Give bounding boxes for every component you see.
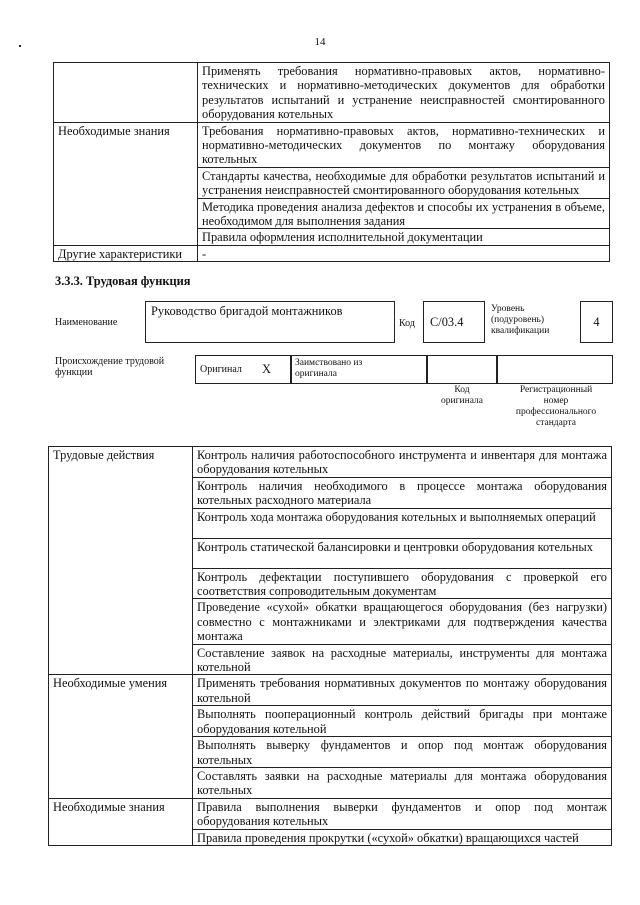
caption-line: Код (454, 385, 470, 395)
caption-line: стандарта (536, 418, 576, 428)
code-label: Код (399, 318, 415, 329)
item-cell: - (198, 245, 610, 261)
level-label-line: Уровень (491, 304, 525, 314)
item-cell: Выполнять выверку фундаментов и опор под монтаж оборудования котельных (193, 737, 612, 768)
borrowed-box (290, 355, 428, 384)
original-mark: X (262, 362, 271, 376)
item-cell: Контроль статической балансировки и центровки оборудования котельных (193, 538, 612, 568)
reg-number-box (496, 355, 613, 384)
item-cell: Требования нормативно-правовых актов, нормативно-технических и нормативно-методических документов по монтажу оборудования котельных (198, 122, 610, 167)
level-label-line: (подуровень) (491, 315, 545, 325)
category-cell (54, 63, 198, 123)
caption-line: профессионального (515, 407, 597, 417)
item-cell: Контроль дефектации поступившего оборудования с проверкой его соответствия сопроводительным документам (193, 568, 612, 599)
origin-label-line: Происхождение трудовой (55, 356, 165, 367)
table-row (54, 122, 610, 167)
name-value: Руководство бригадой монтажников (151, 304, 343, 318)
table-row (54, 245, 610, 261)
table-row (49, 675, 612, 706)
item-cell: Контроль наличия необходимого в процессе монтажа оборудования котельных расходного материала (193, 477, 612, 508)
item-cell: Проведение «сухой» обкатки вращающегося оборудования (без нагрузки) совместно с монтажниками и электриками для подтверждения качества монтажа (193, 599, 612, 644)
table-row (49, 798, 612, 829)
item-cell: Методика проведения анализа дефектов и способы их устранения в объеме, необходимом для выполнения задания (198, 198, 610, 229)
item-cell: Составление заявок на расходные материалы, инструменты для монтажа котельной (193, 644, 612, 675)
item-cell: Выполнять пооперационный контроль действий бригады при монтаже оборудования котельной (193, 706, 612, 737)
page-number: 14 (314, 36, 326, 48)
table-row (49, 447, 612, 478)
category-cell: Необходимые знания (49, 798, 193, 845)
item-cell: Применять требования нормативно-правовых актов, нормативно-технических и нормативно-методических документов для обработки результатов испытаний и устранение неисправностей смонтированного оборудования котельных (198, 63, 610, 123)
item-cell: Правила оформления исполнительной документации (198, 229, 610, 245)
item-cell: Контроль наличия работоспособного инструмента и инвентаря для монтажа оборудования котельных (193, 447, 612, 478)
borrowed-label (291, 356, 427, 382)
level-value-box (580, 301, 613, 343)
top-table (53, 62, 610, 262)
level-value: 4 (593, 315, 600, 329)
code-value-box (423, 301, 485, 343)
origin-label-line: функции (55, 367, 93, 378)
caption-line: номер (543, 396, 569, 406)
code-original-caption (426, 385, 498, 407)
main-table (48, 446, 612, 846)
table-row (54, 63, 610, 123)
caption-line: Регистрационный (519, 385, 593, 395)
caption-line: оригинала (441, 396, 483, 406)
code-original-box (426, 355, 498, 384)
name-label: Наименование (55, 317, 118, 328)
category-cell: Другие характеристики (54, 245, 198, 261)
item-cell: Правила выполнения выверки фундаментов и опор под монтаж оборудования котельных (193, 798, 612, 829)
category-cell: Трудовые действия (49, 447, 193, 675)
origin-label (55, 356, 164, 378)
borrowed-label-line: Заимствовано из (295, 358, 363, 368)
level-label-line: квалификации (491, 326, 550, 336)
item-cell: Составлять заявки на расходные материалы для монтажа оборудования котельных (193, 767, 612, 798)
item-cell: Контроль хода монтажа оборудования котельных и выполняемых операций (193, 508, 612, 538)
original-label: Оригинал (200, 364, 242, 375)
item-cell: Стандарты качества, необходимые для обработки результатов испытаний и устранения неисправностей смонтированного оборудования котельных (198, 167, 610, 198)
category-cell: Необходимые умения (49, 675, 193, 798)
section-title: 3.3.3. Трудовая функция (55, 274, 191, 288)
item-cell: Правила проведения прокрутки («сухой» обкатки) вращающихся частей (193, 829, 612, 845)
original-box (195, 355, 292, 384)
level-label (491, 304, 549, 337)
category-cell: Необходимые знания (54, 122, 198, 245)
reg-number-caption (500, 385, 612, 429)
code-value: C/03.4 (430, 315, 464, 329)
name-value-box (145, 301, 395, 343)
borrowed-label-line: оригинала (295, 369, 337, 379)
item-cell: Применять требования нормативных документов по монтажу оборудования котельной (193, 675, 612, 706)
